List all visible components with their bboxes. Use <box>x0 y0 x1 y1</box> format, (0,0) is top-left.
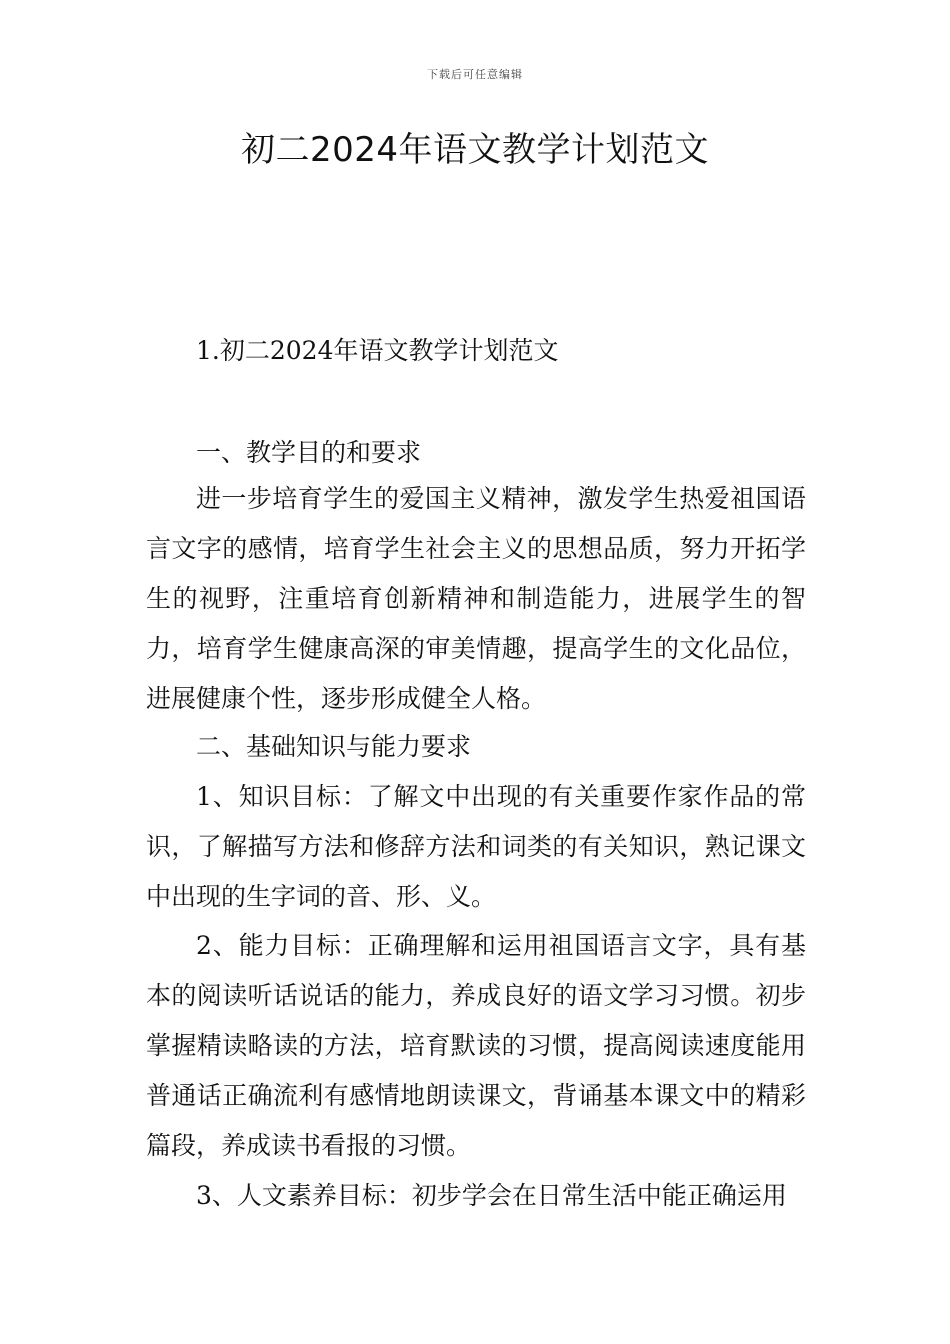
header-note: 下载后可任意编辑 <box>427 68 523 81</box>
paragraph-goals: 进一步培育学生的爱国主义精神，激发学生热爱祖国语言文字的感情，培育学生社会主义的思想品质，努力开拓学生的视野，注重培育创新精神和制造能力，进展学生的智力，培育学生健康高深的审美情趣，提高学生的文化品位，进展健康个性，逐步形成健全人格。 <box>146 484 806 713</box>
item-title: 1.初二2024年语文教学计划范文 <box>196 336 559 365</box>
document-title: 初二2024年语文教学计划范文 <box>240 130 710 170</box>
paragraph-ability: 2、能力目标：正确理解和运用祖国语言文字，具有基本的阅读听话说话的能力，养成良好的语文学习习惯。初步掌握精读略读的方法，培育默读的习惯，提高阅读速度能用普通话正确流利有感情地朗读课文，背诵基本课文中的精彩篇段，养成读书看报的习惯。 <box>146 931 806 1160</box>
paragraph-knowledge: 1、知识目标：了解文中出现的有关重要作家作品的常识，了解描写方法和修辞方法和词类的有关知识，熟记课文中出现的生字词的音、形、义。 <box>146 782 806 911</box>
paragraph-humanities-block <box>146 1171 806 1221</box>
paragraph-knowledge-block <box>146 772 806 922</box>
heading-2-block <box>146 722 806 772</box>
paragraph-humanities: 3、人文素养目标：初步学会在日常生活中能正确运用 <box>196 1181 787 1210</box>
item-title-block <box>146 326 806 376</box>
paragraph-ability-block <box>146 921 806 1171</box>
section-heading-goals: 一、教学目的和要求 <box>196 438 422 467</box>
heading-1-block <box>146 428 806 478</box>
section-heading-basics: 二、基础知识与能力要求 <box>196 732 472 761</box>
paragraph-goals-block <box>146 474 806 724</box>
